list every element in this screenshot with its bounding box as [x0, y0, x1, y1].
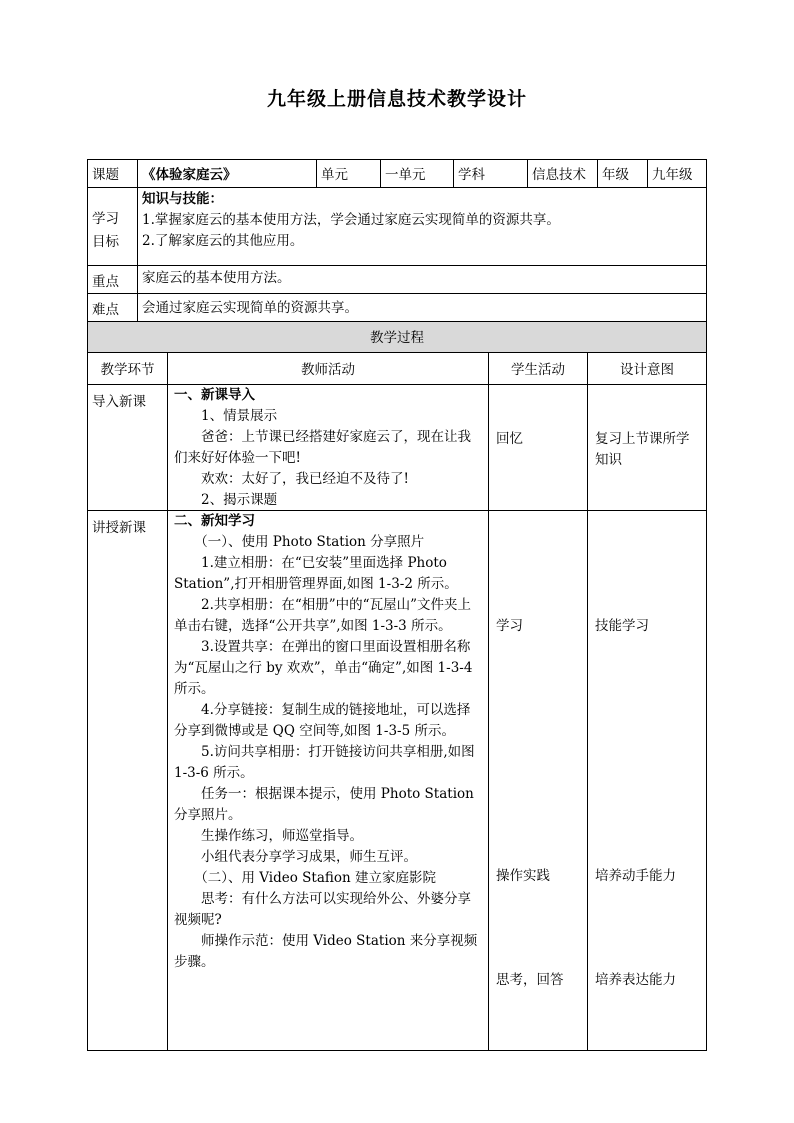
lesson-student-1: 学习	[496, 618, 523, 634]
goals-label-line: 学习	[92, 211, 119, 227]
header-intent: 设计意图	[620, 362, 674, 378]
intro-teacher-activity	[168, 384, 488, 512]
goals-content	[138, 187, 706, 254]
intro-line: 欢欢：太好了，我已经迫不及待了!	[201, 471, 409, 487]
lesson-stage: 讲授新课	[92, 520, 146, 536]
goals-heading: 知识与技能：	[142, 191, 223, 207]
subject-label: 学科	[458, 167, 485, 183]
goals-item: 2.了解家庭云的其他应用。	[142, 233, 304, 249]
intro-line: 2、揭示课题	[201, 492, 278, 508]
table-border	[87, 321, 707, 322]
unit-value: 一单元	[385, 167, 426, 183]
header-teacher: 教师活动	[301, 362, 355, 378]
lesson-step: 2.共享相册：在“相册”中的“瓦屋山”文件夹上单击右键，选择“公开共享”,如图 1-3-3 所示。	[174, 597, 471, 634]
lesson-practice: 生操作练习，师巡堂指导。	[201, 828, 363, 844]
difficulty-label: 难点	[92, 302, 119, 318]
lesson-heading: 二、新知学习	[174, 513, 255, 529]
table-border	[87, 293, 707, 294]
table-border	[706, 159, 707, 1051]
course-value: 《体验家庭云》	[142, 167, 237, 183]
key-point-label: 重点	[92, 274, 119, 290]
difficulty-text: 会通过家庭云实现简单的资源共享。	[142, 300, 358, 316]
lesson-student-3: 思考，回答	[496, 972, 564, 988]
unit-label: 单元	[321, 167, 348, 183]
page-title: 九年级上册信息技术教学设计	[266, 88, 527, 110]
goals-label-line: 目标	[92, 234, 119, 250]
goals-label	[88, 206, 137, 256]
intro-heading: 一、新课导入	[174, 387, 255, 403]
lesson-task: 任务一：根据课本提示，使用 Photo Station 分享照片。	[174, 786, 474, 823]
goals-item: 1.掌握家庭云的基本使用方法，学会通过家庭云实现简单的资源共享。	[142, 212, 560, 228]
header-student: 学生活动	[511, 362, 565, 378]
grade-label: 年级	[602, 167, 629, 183]
lesson-intent-3: 培养表达能力	[595, 972, 676, 988]
table-border	[87, 352, 707, 353]
lesson-subheading: （二）、用 Video Stafion 建立家庭影院	[194, 870, 437, 886]
lesson-subheading: （一）、使用 Photo Station 分享照片	[194, 534, 425, 550]
key-point-text: 家庭云的基本使用方法。	[142, 270, 291, 286]
intro-intent: 复习上节课所学知识	[595, 431, 690, 468]
lesson-think: 思考：有什么方法可以实现给外公、外婆分享视频呢?	[174, 891, 471, 928]
subject-value: 信息技术	[532, 167, 586, 183]
course-label: 课题	[92, 167, 119, 183]
lesson-step: 4.分享链接：复制生成的链接地址，可以选择分享到微博或是 QQ 空间等,如图 1-3-5 所示。	[174, 702, 471, 739]
lesson-step: 1.建立相册：在“已安装”里面选择 Photo Station”,打开相册管理界面,如图 1-3-2 所示。	[174, 555, 458, 592]
process-title: 教学过程	[370, 330, 424, 346]
intro-student: 回忆	[496, 431, 523, 447]
header-stage: 教学环节	[100, 362, 155, 378]
intro-line: 1、情景展示	[201, 408, 278, 424]
lesson-teacher-activity	[168, 510, 488, 974]
table-border	[488, 352, 489, 1051]
intro-line: 爸爸：上节课已经搭建好家庭云了，现在让我们来好好体验一下吧!	[174, 429, 471, 466]
lesson-step: 3.设置共享：在弹出的窗口里面设置相册名称为“瓦屋山之行 by 欢欢”，单击“确定”,如图 1-3-4 所示。	[174, 639, 473, 697]
table-border	[87, 1050, 707, 1051]
lesson-step: 5.访问共享相册：打开链接访问共享相册,如图 1-3-6 所示。	[174, 744, 475, 781]
lesson-student-2: 操作实践	[496, 868, 550, 884]
table-border	[87, 159, 707, 160]
grade-value: 九年级	[652, 167, 693, 183]
intro-stage: 导入新课	[92, 394, 146, 410]
lesson-intent-1: 技能学习	[595, 618, 649, 634]
lesson-intent-2: 培养动手能力	[595, 868, 676, 884]
lesson-demo: 师操作示范：使用 Video Station 来分享视频步骤。	[174, 933, 478, 970]
lesson-share: 小组代表分享学习成果，师生互评。	[201, 849, 417, 865]
